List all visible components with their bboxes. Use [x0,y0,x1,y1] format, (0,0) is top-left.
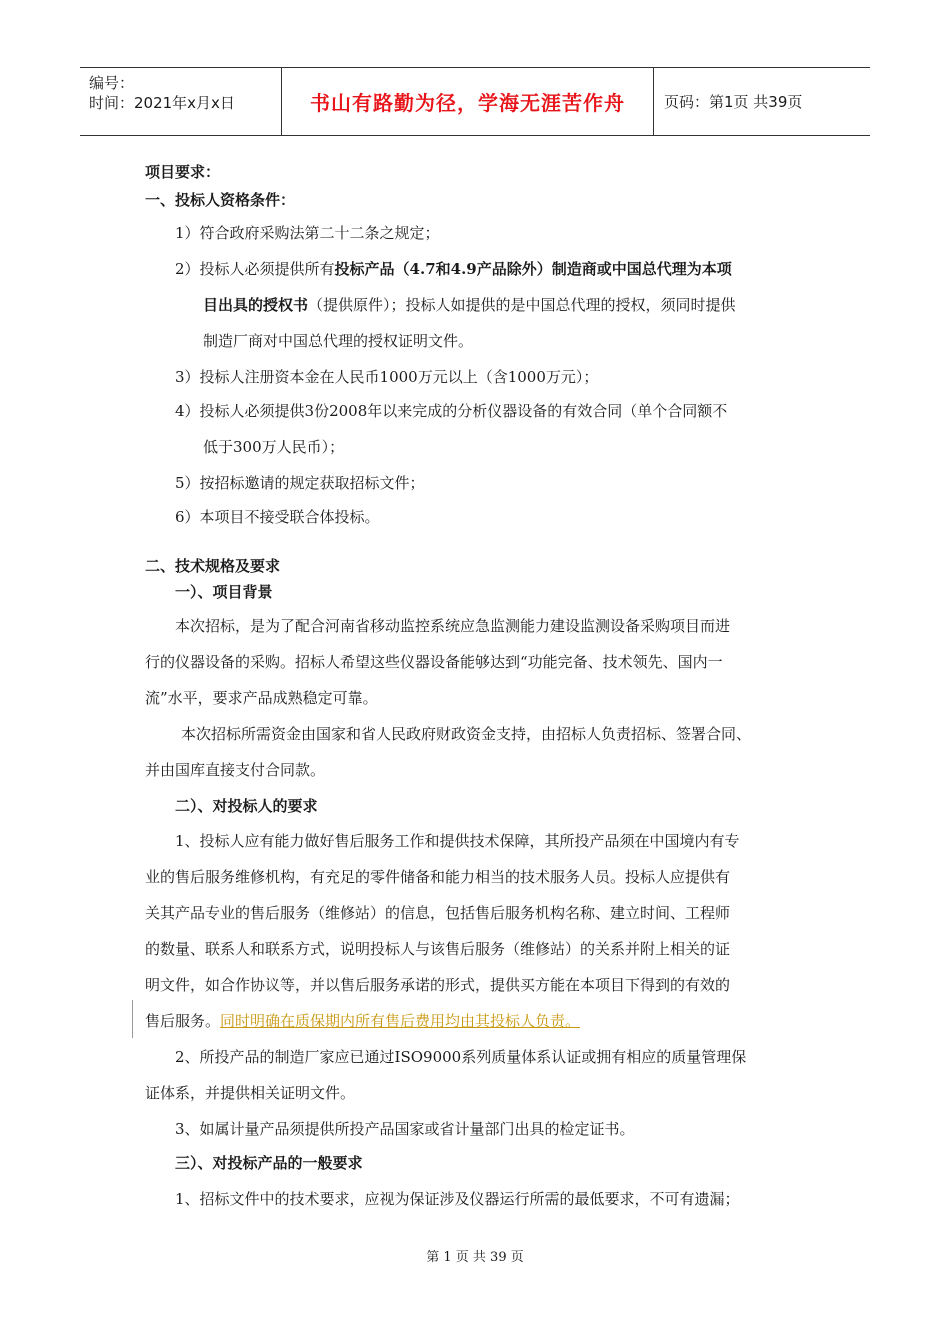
header-page-info: 页码：第1页 共39页 [664,93,803,111]
s2-2-para-1-l2: 业的售后服务维修机构，有充足的零件储备和能力相当的技术服务人员。投标人应提供有 [145,868,731,886]
s2-2-para-1-l4: 的数量、联系人和联系方式，说明投标人与该售后服务（维修站）的关系并附上相关的证 [145,940,731,958]
document-number: 编号： [89,74,135,92]
document-date: 时间：2021年x月x日 [89,94,235,112]
s1-item-5: 5）按招标邀请的规定获取招标文件； [175,474,425,492]
revision-link[interactable]: 同时明确在质保期内所有售后费用均由其投标人负责。 [220,1012,581,1030]
revision-change-bar [132,1000,133,1038]
s2-1-para-2-cont: 并由国库直接支付合同款。 [145,761,326,779]
s1-item-6: 6）本项目不接受联合体投标。 [175,508,380,526]
s2-2-para-1-l5: 明文件，如合作协议等，并以售后服务承诺的形式，提供买方能在本项目下得到的有效的 [145,976,731,994]
s2-1-para-1: 本次招标，是为了配合河南省移动监控系统应急监测能力建设监测设备采购项目而进 [175,617,731,635]
s1-item-2: 2）投标人必须提供所有投标产品（4.7和4.9产品除外）制造商或中国总代理为本项 [175,260,732,278]
header-motto: 书山有路勤为径，学海无涯苦作舟 [282,68,654,135]
s2-2-para-2: 2、所投产品的制造厂家应已通过ISO9000系列质量体系认证或拥有相应的质量管理保 [175,1048,747,1066]
page-header [80,67,870,136]
requirements-title: 项目要求： [145,163,221,181]
section-2-title: 二、技术规格及要求 [145,557,281,575]
s2-2-para-1-l6: 售后服务。同时明确在质保期内所有售后费用均由其投标人负责。 [145,1012,581,1030]
s1-item-4-cont: 低于300万人民币）； [203,438,345,456]
s2-2-para-2-cont: 证体系，并提供相关证明文件。 [145,1084,356,1102]
s1-item-1: 1）符合政府采购法第二十二条之规定； [175,224,440,242]
header-meta [80,68,282,135]
s2-2-para-1-l3: 关其产品专业的售后服务（维修站）的信息，包括售后服务机构名称、建立时间、工程师 [145,904,731,922]
s1-item-4: 4）投标人必须提供3份2008年以来完成的分析仪器设备的有效合同（单个合同额不 [175,402,728,420]
s1-item-3: 3）投标人注册资本金在人民币1000万元以上（含1000万元）； [175,368,599,386]
s1-item-2-cont2: 制造厂商对中国总代理的授权证明文件。 [203,332,474,350]
section-2-2-title: 二）、对投标人的要求 [175,797,318,815]
s2-3-para-1: 1、招标文件中的技术要求，应视为保证涉及仪器运行所需的最低要求，不可有遗漏； [175,1190,740,1208]
section-1-title: 一、投标人资格条件： [145,191,296,209]
s2-1-para-2: 本次招标所需资金由国家和省人民政府财政资金支持，由招标人负责招标、签署合同、 [181,725,752,743]
section-2-3-title: 三）、对投标产品的一般要求 [175,1154,363,1172]
s2-1-para-1-cont2: 流”水平，要求产品成熟稳定可靠。 [145,689,378,707]
s2-1-para-1-cont: 行的仪器设备的采购。招标人希望这些仪器设备能够达到“功能完备、技术领先、国内一 [145,653,723,671]
s2-2-para-1: 1、投标人应有能力做好售后服务工作和提供技术保障，其所投产品须在中国境内有专 [175,832,740,850]
s1-item-2-cont: 目出具的授权书（提供原件）；投标人如提供的是中国总代理的授权，须同时提供 [203,296,736,314]
s2-2-para-3: 3、如属计量产品须提供所投产品国家或省计量部门出具的检定证书。 [175,1120,635,1138]
section-2-1-title: 一）、项目背景 [175,583,273,601]
page-footer: 第 1 页 共 39 页 [426,1250,524,1265]
